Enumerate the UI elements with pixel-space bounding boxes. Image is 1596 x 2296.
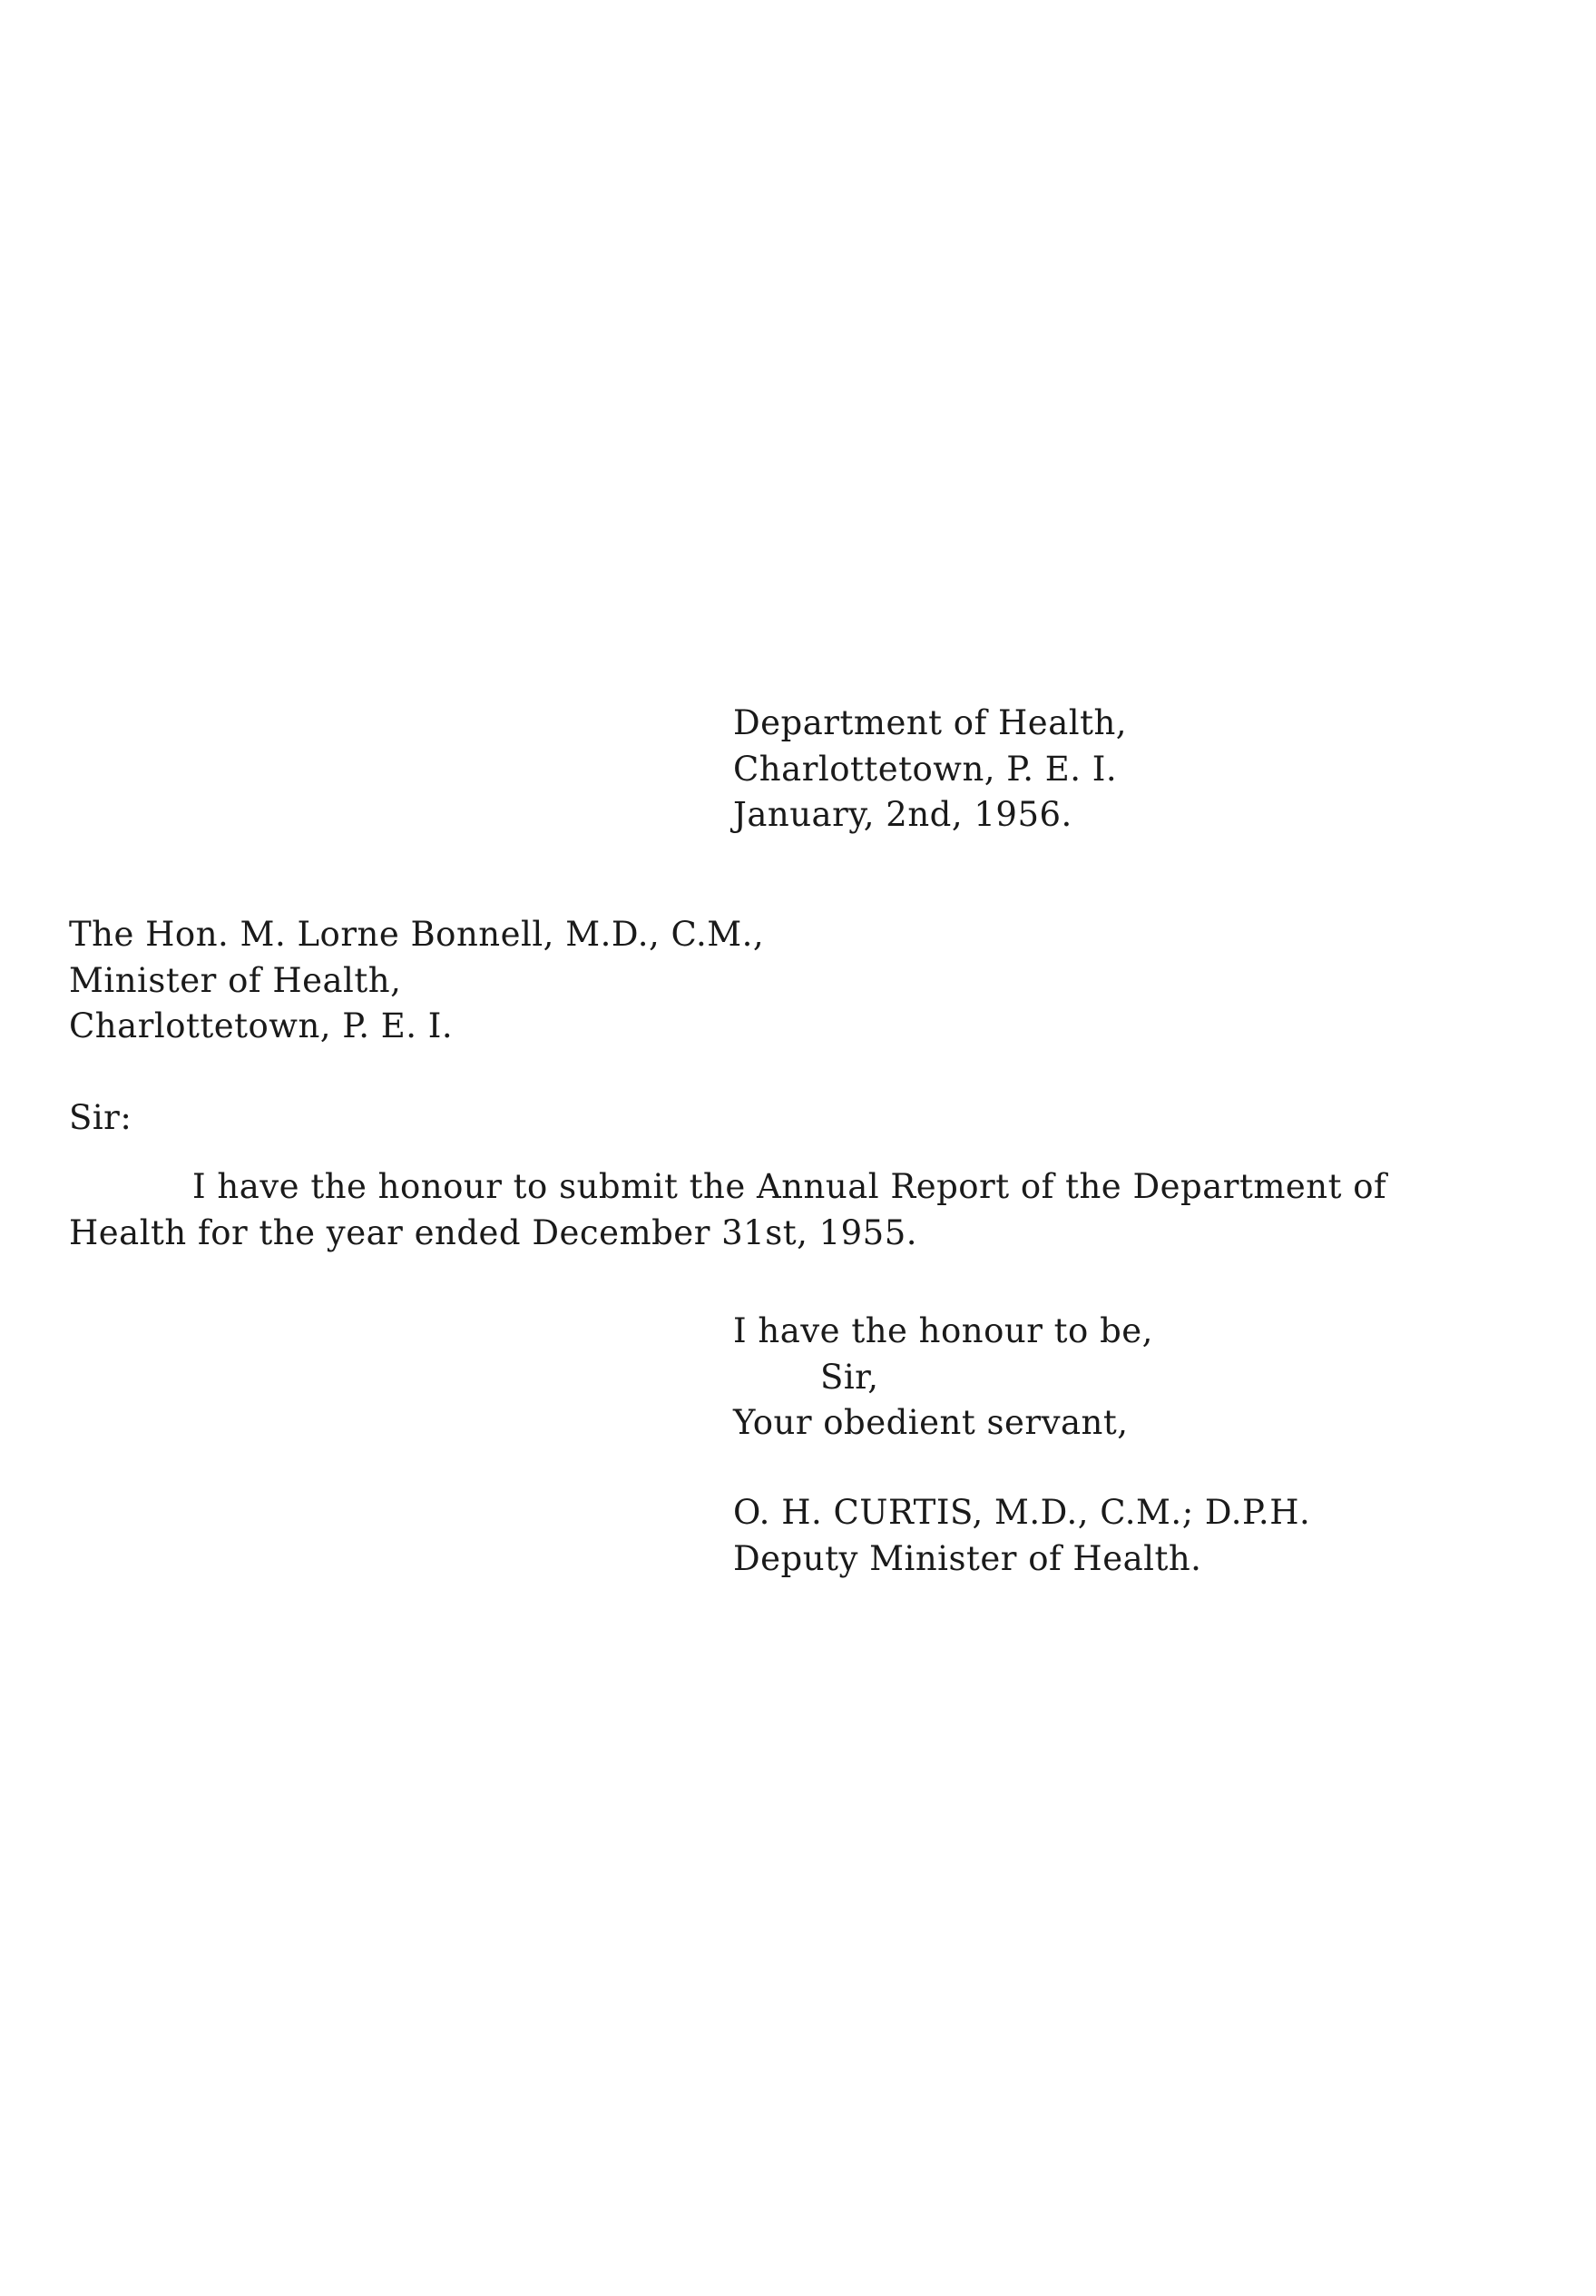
recipient-title: Minister of Health,: [69, 960, 402, 1000]
sender-city: Charlottetown, P. E. I.: [733, 749, 1118, 789]
sender-department: Department of Health,: [733, 703, 1128, 742]
salutation: Sir:: [69, 1098, 132, 1137]
closing-line-2: Sir,: [820, 1357, 879, 1397]
sender-address: [733, 701, 1127, 839]
letter-date: January, 2nd, 1956.: [733, 795, 1072, 834]
closing-line-1: I have the honour to be,: [733, 1311, 1153, 1350]
signatory-name: O. H. CURTIS, M.D., C.M.; D.P.H.: [733, 1493, 1311, 1532]
signature: [733, 1490, 1310, 1582]
signatory-title: Deputy Minister of Health.: [733, 1538, 1202, 1578]
body-line-1: I have the honour to submit the Annual Report of the Department of: [192, 1167, 1387, 1206]
recipient-address: [69, 912, 764, 1050]
recipient-name: The Hon. M. Lorne Bonnell, M.D., C.M.,: [69, 915, 765, 954]
closing: [733, 1309, 1153, 1447]
closing-line-3: Your obedient servant,: [733, 1403, 1129, 1442]
recipient-city: Charlottetown, P. E. I.: [69, 1006, 454, 1045]
body-line-2: Health for the year ended December 31st, 1955.: [69, 1213, 918, 1252]
